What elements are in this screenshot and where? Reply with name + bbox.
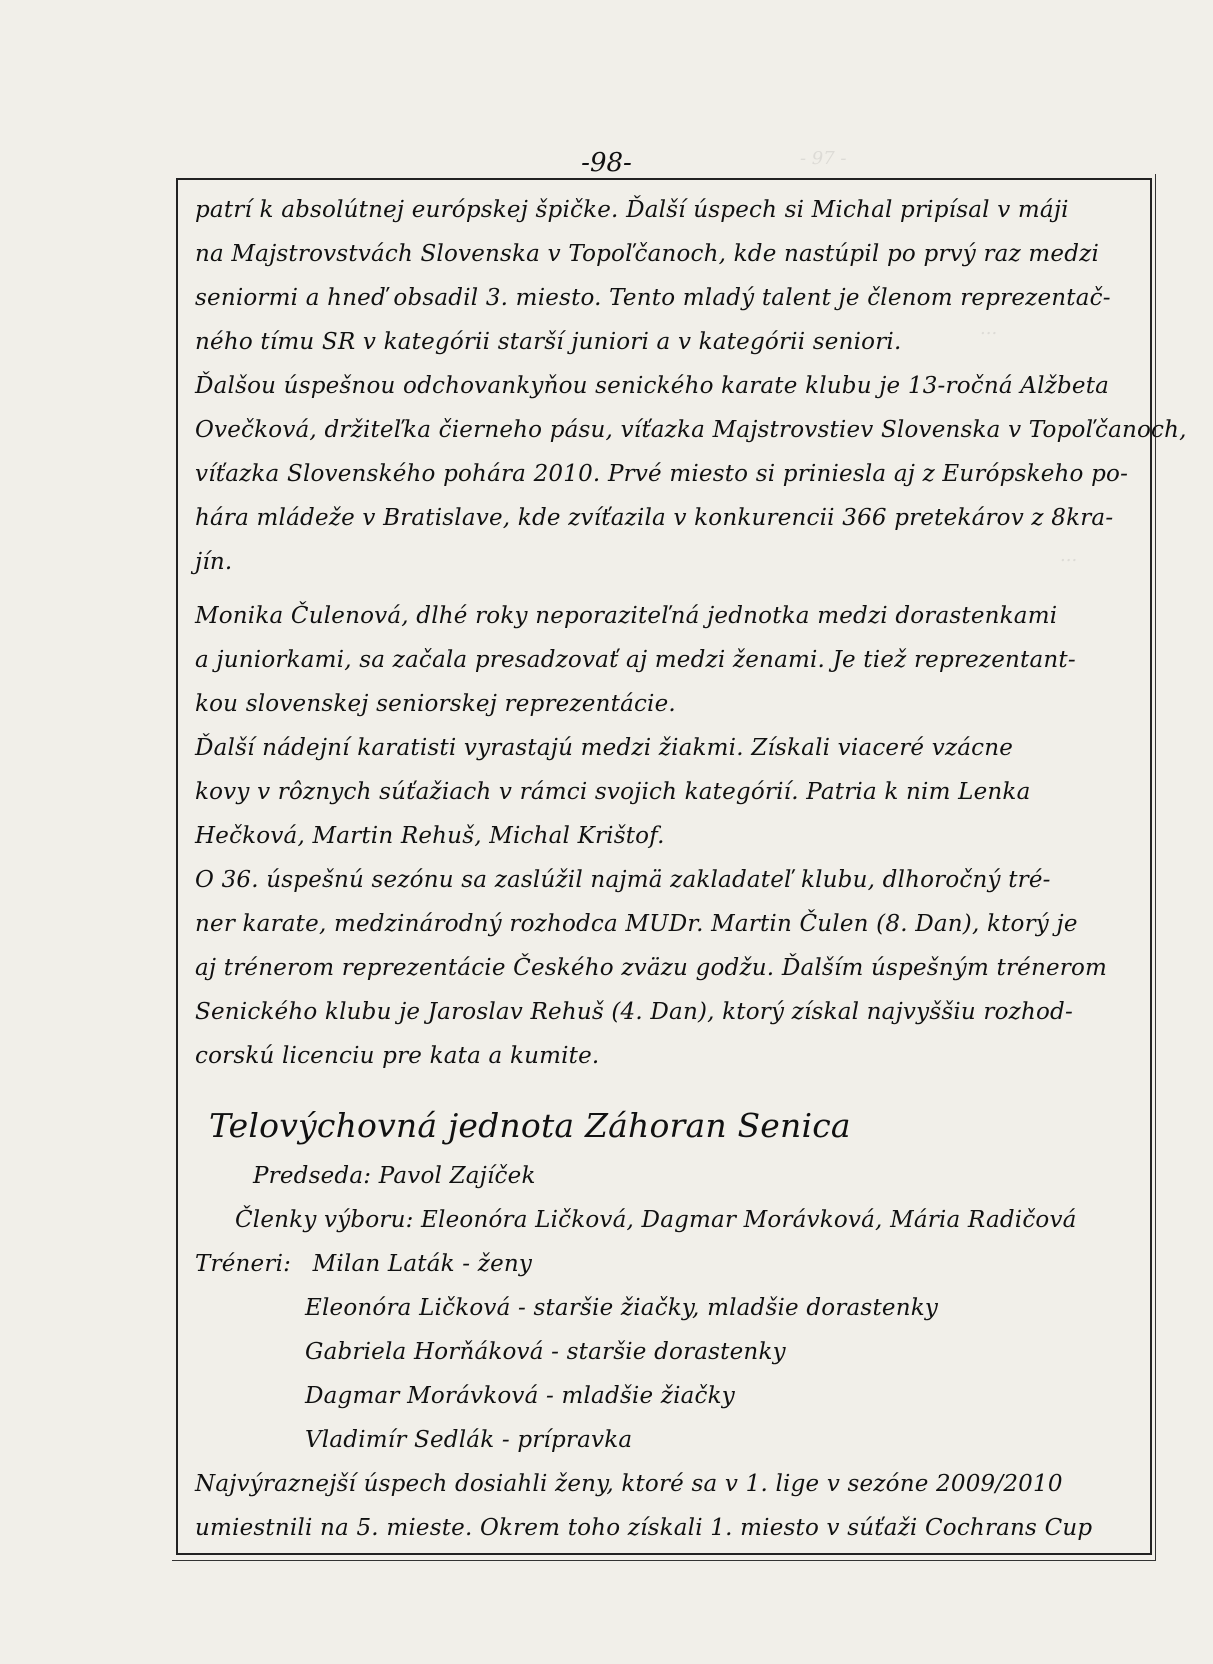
text-line: patrí k absolútnej európskej špičke. Ďalší úspech si Michal pripísal v máji: [195, 197, 1069, 223]
section-heading: Telovýchovná jednota Záhoran Senica: [209, 1106, 851, 1145]
text-line: na Majstrovstvách Slovenska v Topoľčanoch, kde nastúpil po prvý raz medzi: [195, 241, 1100, 267]
text-line: Ďalší nádejní karatisti vyrastajú medzi žiakmi. Získali viaceré vzácne: [195, 735, 1014, 761]
coach-item: Milan Laták - ženy: [312, 1251, 533, 1277]
page-body: [195, 188, 1187, 1550]
coaches-line: [195, 1242, 1140, 1286]
text-line: Ovečková, držiteľka čierneho pásu, víťazka Majstrovstiev Slovenska v Topoľčanoch,: [195, 417, 1187, 443]
text-line: corskú licenciu pre kata a kumite.: [195, 1043, 600, 1069]
text-line: kovy v rôznych súťažiach v rámci svojich kategórií. Patria k nim Lenka: [195, 779, 1031, 805]
text-line: ného tímu SR v kategórii starší juniori a v kategórii seniori.: [195, 329, 902, 355]
coach-item: Vladimír Sedlák - prípravka: [305, 1427, 633, 1453]
chair-line: Predseda: Pavol Zajíček: [253, 1163, 536, 1189]
text-line: O 36. úspešnú sezónu sa zaslúžil najmä zakladateľ klubu, dlhoročný tré-: [195, 867, 1051, 893]
text-line: Najvýraznejší úspech dosiahli ženy, ktoré sa v 1. lige v sezóne 2009/2010: [195, 1471, 1063, 1497]
text-line: seniormi a hneď obsadil 3. miesto. Tento mladý talent je členom reprezentač-: [195, 285, 1111, 311]
coach-item: Dagmar Morávková - mladšie žiačky: [305, 1383, 735, 1409]
text-line: víťazka Slovenského pohára 2010. Prvé miesto si priniesla aj z Európskeho po-: [195, 461, 1129, 487]
coach-item: Gabriela Horňáková - staršie dorastenky: [305, 1339, 786, 1365]
text-line: Hečková, Martin Rehuš, Michal Krištof.: [195, 823, 665, 849]
text-line: hára mládeže v Bratislave, kde zvíťazila v konkurencii 366 pretekárov z 8kra-: [195, 505, 1114, 531]
text-line: kou slovenskej seniorskej reprezentácie.: [195, 691, 676, 717]
text-line: Senického klubu je Jaroslav Rehuš (4. Dan), ktorý získal najvyššiu rozhod-: [195, 999, 1073, 1025]
coach-item: Eleonóra Ličková - staršie žiačky, mladšie dorastenky: [305, 1295, 939, 1321]
text-line: jín.: [195, 549, 233, 575]
coaches-label: Tréneri:: [195, 1251, 292, 1277]
committee-line: Členky výboru: Eleonóra Ličková, Dagmar Morávková, Mária Radičová: [235, 1207, 1077, 1233]
text-line: aj trénerom reprezentácie Českého zväzu godžu. Ďalším úspešným trénerom: [195, 955, 1108, 981]
text-line: a juniorkami, sa začala presadzovať aj medzi ženami. Je tiež reprezentant-: [195, 647, 1076, 673]
text-line: umiestnili na 5. mieste. Okrem toho získali 1. miesto v súťaži Cochrans Cup: [195, 1515, 1093, 1541]
page-number: -98-: [581, 148, 632, 178]
text-line: Monika Čulenová, dlhé roky neporaziteľná jednotka medzi dorastenkami: [195, 603, 1058, 629]
text-line: ner karate, medzinárodný rozhodca MUDr. Martin Čulen (8. Dan), ktorý je: [195, 911, 1078, 937]
bleed-through-text: - 97 - ... ...: [800, 148, 1078, 566]
text-line: Ďalšou úspešnou odchovankyňou senického karate klubu je 13-ročná Alžbeta: [195, 373, 1110, 399]
